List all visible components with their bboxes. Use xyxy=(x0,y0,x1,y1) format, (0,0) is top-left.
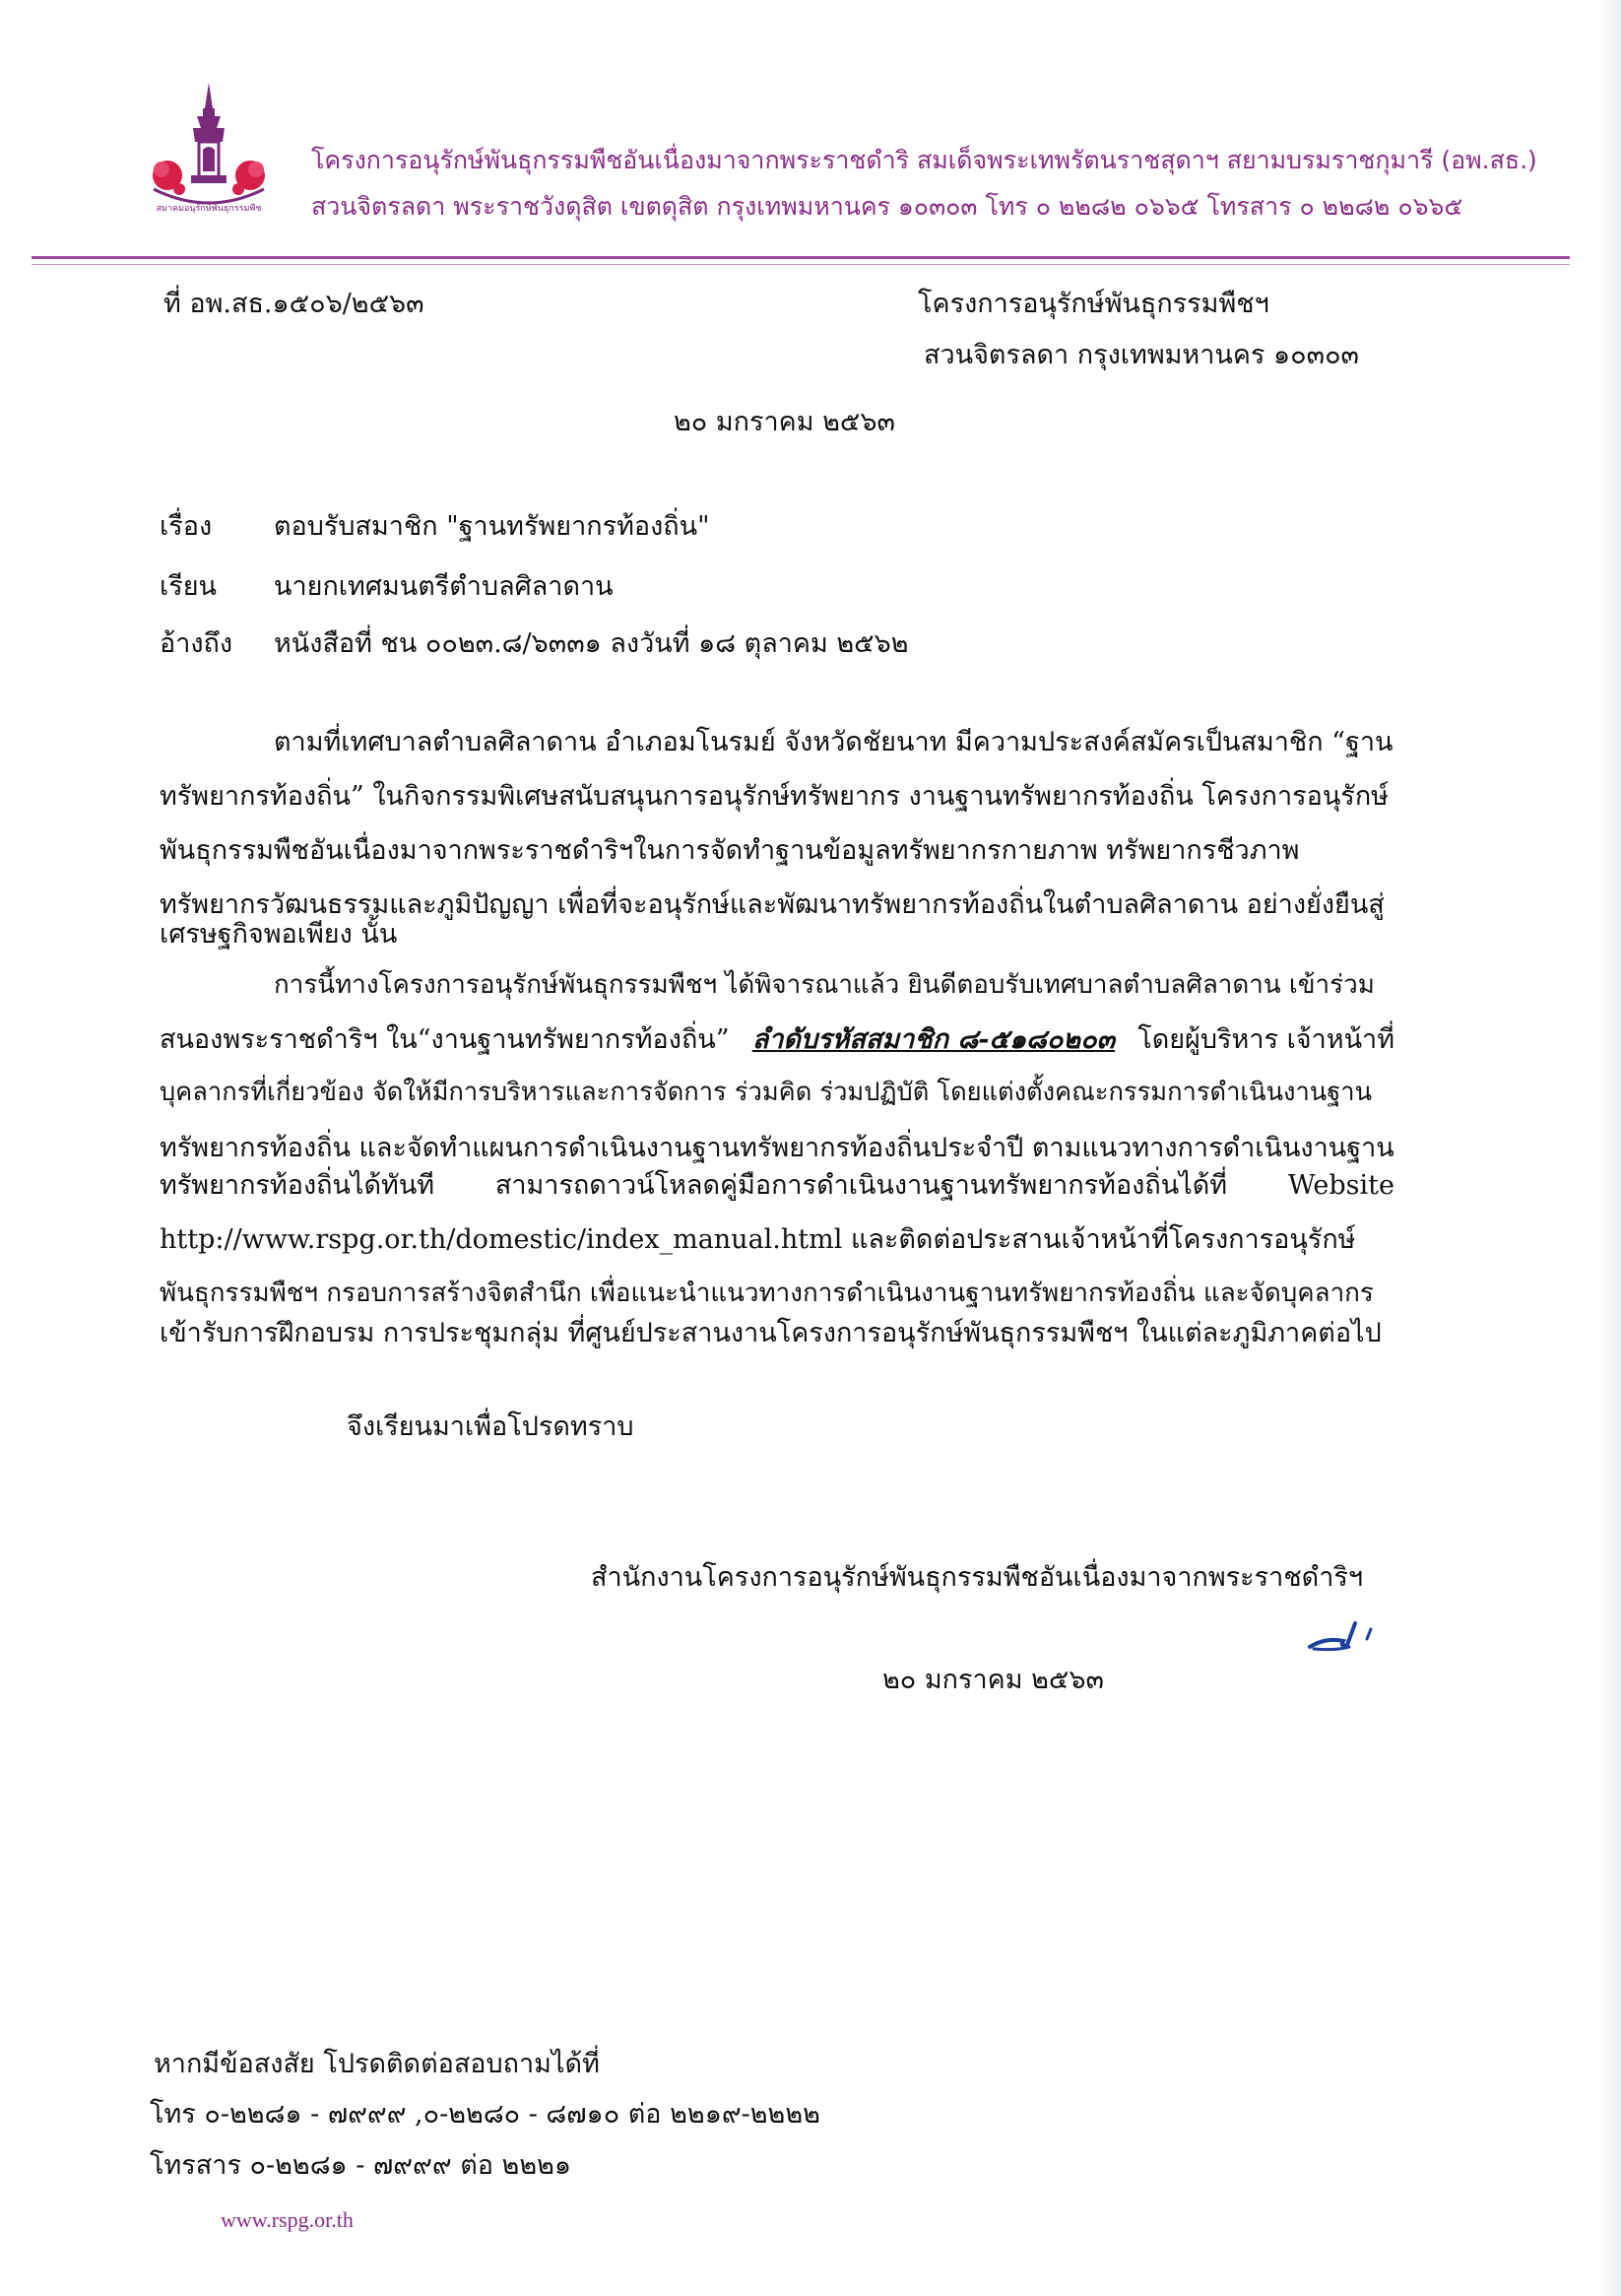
scan-edge-shadow xyxy=(1597,0,1621,2296)
sender-line-1: โครงการอนุรักษ์พันธุกรรมพืชฯ xyxy=(918,289,1269,319)
header-divider-thin xyxy=(32,264,1570,265)
letter-date: ๒๐ มกราคม ๒๕๖๓ xyxy=(674,407,895,437)
paragraph-2-line-4: ทรัพยากรท้องถิ่น และจัดทำแผนการดำเนินงานฐานทรัพยากรท้องถิ่นประจำปี ตามแนวทางการดำเนินงานฐาน xyxy=(160,1133,1394,1163)
paragraph-2-line-5 xyxy=(160,1172,1394,1199)
paragraph-2-line-5-end: Website xyxy=(1287,1170,1394,1201)
signature xyxy=(1306,1604,1385,1653)
signoff-office: สำนักงานโครงการอนุรักษ์พันธุกรรมพืชอันเนื่องมาจากพระราชดำริฯ xyxy=(591,1562,1364,1593)
recipient: นายกเทศมนตรีตำบลศิลาดาน xyxy=(274,571,614,602)
reference-label: อ้างถึง xyxy=(160,628,233,659)
paragraph-2-line-3: บุคลากรที่เกี่ยวข้อง จัดให้มีการบริหารและการจัดการ ร่วมคิด ร่วมปฏิบัติ โดยแต่งตั้งคณะกรรมการดำเนินงานฐาน xyxy=(160,1078,1373,1107)
paragraph-2-line-5-mid: สามารถดาวน์โหลดคู่มือการดำเนินงานฐานทรัพยากรท้องถิ่นได้ที่ xyxy=(494,1170,1228,1201)
subject-label: เรื่อง xyxy=(160,511,213,542)
paragraph-2-line-2 xyxy=(160,1026,1394,1053)
reference-doc: หนังสือที่ ชน ๐๐๒๓.๘/๖๓๓๑ ลงวันที่ ๑๘ ตุลาคม ๒๕๖๒ xyxy=(274,628,909,659)
closing-line: จึงเรียนมาเพื่อโปรดทราบ xyxy=(347,1411,634,1442)
subject: ตอบรับสมาชิก "ฐานทรัพยากรท้องถิ่น" xyxy=(274,511,710,542)
paragraph-2-line-8: เข้ารับการฝึกอบรม การประชุมกลุ่ม ที่ศูนย์ประสานงานโครงการอนุรักษ์พันธุกรรมพืชฯ ในแต่ละภูมิภาคต่อไป xyxy=(160,1318,1382,1348)
paragraph-2-line-5-start: ทรัพยากรท้องถิ่นได้ทันที xyxy=(160,1170,435,1201)
paragraph-2-line-1: การนี้ทางโครงการอนุรักษ์พันธุกรรมพืชฯ ได้พิจารณาแล้ว ยินดีตอบรับเทศบาลตำบลศิลาดาน เข้าร่วม xyxy=(274,970,1375,1000)
paragraph-2-line-6: http://www.rspg.or.th/domestic/index_manual.html และติดต่อประสานเจ้าหน้าที่โครงการอนุรักษ์ xyxy=(160,1224,1356,1255)
footer-inquiry: หากมีข้อสงสัย โปรดติดต่อสอบถามได้ที่ xyxy=(154,2049,600,2079)
paragraph-1-line-1: ตามที่เทศบาลตำบลศิลาดาน อำเภอมโนรมย์ จังหวัดชัยนาท มีความประสงค์สมัครเป็นสมาชิก “ฐาน xyxy=(274,727,1394,757)
footer-fax: โทรสาร ๐-๒๒๘๑ - ๗๙๙๙ ต่อ ๒๒๒๑ xyxy=(150,2150,572,2181)
paragraph-2-line-2-end: โดยผู้บริหาร เจ้าหน้าที่ xyxy=(1137,1024,1394,1055)
rspg-emblem xyxy=(140,79,278,217)
paragraph-1-line-5: เศรษฐกิจพอเพียง นั้น xyxy=(160,919,398,950)
paragraph-1-line-2: ทรัพยากรท้องถิ่น” ในกิจกรรมพิเศษสนับสนุนการอนุรักษ์ทรัพยากร งานฐานทรัพยากรท้องถิ่น โครงการอนุรักษ์ xyxy=(160,781,1389,812)
footer-website-link[interactable]: www.rspg.or.th xyxy=(221,2207,354,2232)
recipient-label: เรียน xyxy=(160,571,218,602)
emblem-caption: สมาคมอนุรักษ์พันธุกรรมพืช xyxy=(156,204,262,214)
paragraph-1-line-3: พันธุกรรมพืชอันเนื่องมาจากพระราชดำริฯในการจัดทำฐานข้อมูลทรัพยากรกายภาพ ทรัพยากรชีวภาพ xyxy=(160,835,1300,866)
header-divider xyxy=(32,256,1570,259)
sender-line-2: สวนจิตรลดา กรุงเทพมหานคร ๑๐๓๐๓ xyxy=(924,340,1360,370)
paragraph-2-line-2-start: สนองพระราชดำริฯ ใน“งานฐานทรัพยากรท้องถิ่น” xyxy=(160,1024,730,1055)
footer-telephone: โทร ๐-๒๒๘๑ - ๗๙๙๙ ,๐-๒๒๘๐ - ๘๗๑๐ ต่อ ๒๒๑๙-๒๒๒๒ xyxy=(150,2099,820,2130)
paragraph-1-line-4: ทรัพยากรวัฒนธรรมและภูมิปัญญา เพื่อที่จะอนุรักษ์และพัฒนาทรัพยากรท้องถิ่นในตำบลศิลาดาน อย่างยั่งยืนสู่ xyxy=(160,889,1385,920)
header-line-2: สวนจิตรลดา พระราชวังดุสิต เขตดุสิต กรุงเทพมหานคร ๑๐๓๐๓ โทร ๐ ๒๒๘๒ ๐๖๖๕ โทรสาร ๐ ๒๒๘๒ ๐๖๖๕ xyxy=(311,192,1463,221)
header-line-1: โครงการอนุรักษ์พันธุกรรมพืชอันเนื่องมาจากพระราชดำริ สมเด็จพระเทพรัตนราชสุดาฯ สยามบรมราชกุมารี (อพ.สธ.) xyxy=(311,146,1537,174)
member-code: ลำดับรหัสสมาชิก ๘-๕๑๘๐๒๐๓ xyxy=(751,1024,1116,1055)
paragraph-2-line-7: พันธุกรรมพืชฯ กรอบการสร้างจิตสำนึก เพื่อแนะนำแนวทางการดำเนินงานฐานทรัพยากรท้องถิ่น และจัดบุคลากร xyxy=(160,1279,1374,1308)
reference-number: ที่ อพ.สธ.๑๕๐๖/๒๕๖๓ xyxy=(163,289,424,319)
signature-date: ๒๐ มกราคม ๒๕๖๓ xyxy=(882,1665,1104,1695)
